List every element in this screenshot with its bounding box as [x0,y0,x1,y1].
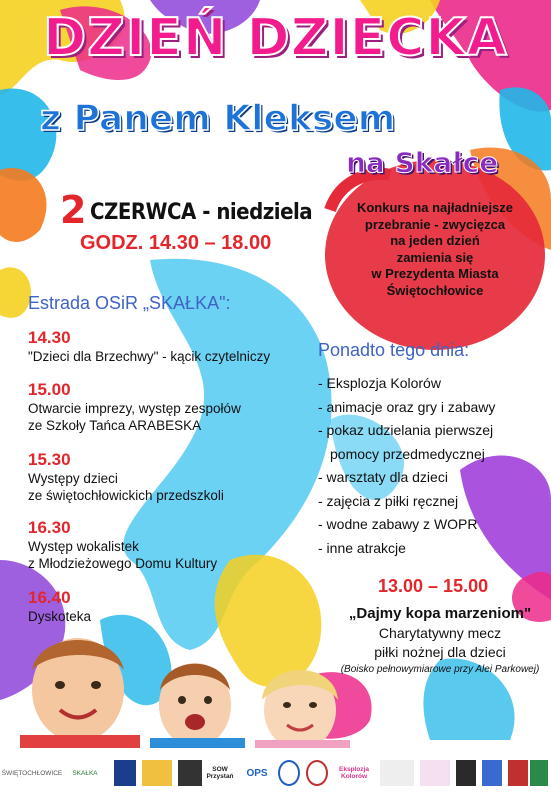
poster-subtitle-location: na Skałce [346,146,499,179]
sponsor-logo [206,760,234,786]
sponsor-logo [482,760,502,786]
extra-item: - wodne zabawy z WOPR [318,516,478,532]
sponsor-logo-text: SOW Przystań [206,766,234,780]
schedule-desc: ze świętochłowickich przedszkoli [28,488,224,503]
sponsor-logo [178,760,202,786]
schedule-time: 14.30 [28,328,71,347]
schedule-time: 16.40 [28,588,71,607]
match-line: piłki nożnej dla dzieci [374,644,506,660]
extra-item: - Eksplozja Kolorów [318,375,441,391]
schedule-desc: Występ wokalistek [28,539,139,554]
sponsor-logo [62,760,108,786]
contest-line: w Prezydenta Miasta [371,266,499,281]
match-line: Charytatywny mecz [378,625,502,641]
schedule-item [28,380,328,434]
sponsor-logo [278,760,300,786]
schedule-time: 15.30 [28,450,71,469]
sponsor-logo [508,760,528,786]
extra-item: - pokaz udzielania pierwszej [318,422,494,438]
sponsor-logo [114,760,136,786]
match-note: (Boisko pełnowymiarowe przy Alei Parkowej) [340,664,540,675]
contest-line: Konkurs na najładniejsze [356,200,514,215]
extra-item: - warsztaty dla dzieci [318,469,448,485]
sponsor-logo [334,760,374,786]
schedule-time: 16.30 [28,518,71,537]
schedule-desc: Dyskoteka [28,609,92,624]
extra-item: - animacje oraz gry i zabawy [318,398,496,415]
match-time: 13.00 – 15.00 [378,576,489,596]
sponsor-logo [456,760,476,786]
date-month-weekday: CZERWCA - niedziela [90,200,313,225]
schedule-item [28,328,328,365]
schedule-desc: z Młodzieżowego Domu Kultury [28,556,218,571]
schedule-desc: Otwarcie imprezy, występ zespołów [28,401,241,416]
extra-list [318,372,548,560]
sponsor-logo [142,760,172,786]
event-hours: GODZ. 14.30 – 18.00 [80,232,272,254]
venue-heading: Estrada OSiR „SKAŁKA": [28,293,231,313]
sponsor-logo [530,760,548,786]
extra-item: - zajęcia z piłki ręcznej [318,492,459,509]
contest-line: zamienia się [396,249,474,265]
contest-line: na jeden dzień [390,233,480,248]
sponsor-logo [420,760,450,786]
poster-subtitle: z Panem Kleksem [40,98,396,139]
sponsor-logo-text: Eksplozja Kolorów [339,766,369,780]
match-info [330,604,550,678]
poster-title: DZIEŃ DZIECKA [43,8,508,68]
extra-item: - inne atrakcje [318,539,406,556]
schedule-desc: "Dzieci dla Brzechwy" - kącik czytelniczy [28,349,271,364]
extra-item: pomocy przedmedycznej [330,445,485,462]
contest-line: przebranie - zwycięzca [364,216,506,232]
schedule-item [28,588,328,625]
date-day: 2 [60,188,87,232]
sponsor-logo-text: OPS [246,767,268,779]
schedule-desc: Występy dzieci [28,471,118,486]
contest-line: Świętochłowice [386,282,484,298]
sponsor-logo [306,760,328,786]
schedule-item [28,518,328,572]
sponsor-logo-text: ŚWIĘTOCHŁOWICE [1,769,63,777]
sponsor-logo [242,760,272,786]
schedule-item [28,450,328,504]
schedule-desc: ze Szkoły Tańca ARABESKA [28,418,202,433]
sponsor-logo [1,760,63,786]
sponsor-logo-text: SKAŁKA [72,769,98,777]
sponsor-logo [380,760,414,786]
match-title: „Dajmy kopa marzeniom" [348,605,532,622]
schedule-time: 15.00 [28,380,71,399]
extra-heading: Ponadto tego dnia: [318,340,470,360]
contest-info [340,200,530,299]
